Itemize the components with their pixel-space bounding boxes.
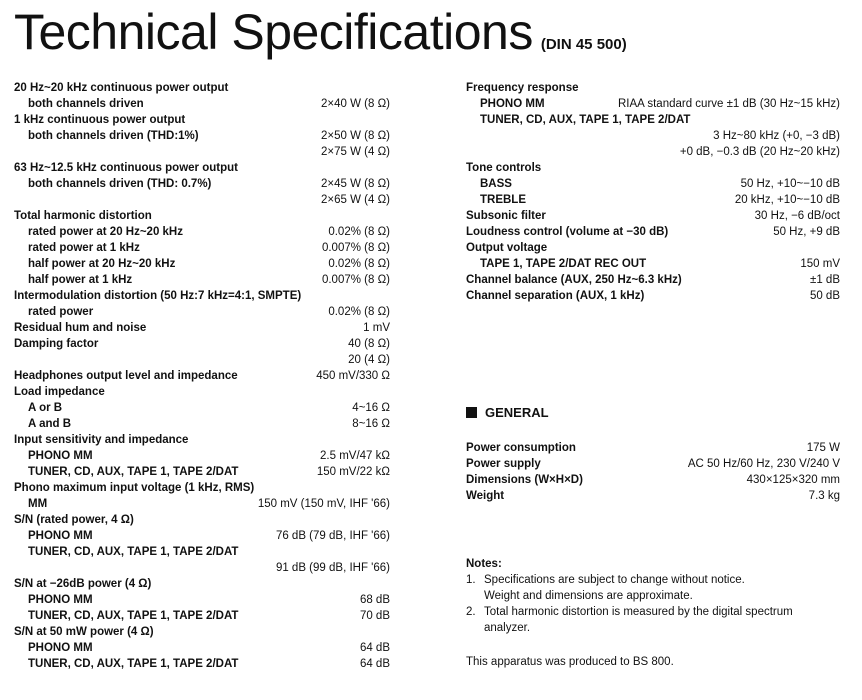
spec-row [466,240,840,256]
spec-value: 8~16 Ω [352,418,390,430]
spec-label: PHONO MM [480,98,545,110]
spec-row [14,320,390,336]
spec-row [466,440,840,456]
spec-row [14,544,390,560]
spec-value: 150 mV (150 mV, IHF '66) [257,498,390,510]
spec-row [14,608,390,624]
spec-label: Power consumption [466,442,576,454]
page-title [14,2,627,75]
spec-value: 64 dB [359,642,390,654]
note-text [484,604,793,636]
spec-label: TUNER, CD, AUX, TAPE 1, TAPE 2/DAT [28,610,239,622]
spec-row [14,432,390,448]
spec-label: Damping factor [14,338,99,350]
note-line: analyzer. [484,622,531,634]
spec-value: 0.007% (8 Ω) [321,242,390,254]
spec-label: Loudness control (volume at −30 dB) [466,226,669,238]
spec-row [14,656,390,672]
spec-row [466,96,840,112]
spec-label: Frequency response [466,82,579,94]
spec-value: 150 mV/22 kΩ [316,466,390,478]
spec-row [466,272,840,288]
title-text: Technical Specifications [14,4,533,60]
spec-row [14,144,390,160]
spec-value: 70 dB [359,610,390,622]
spec-label: rated power [28,306,94,318]
spec-label: TAPE 1, TAPE 2/DAT REC OUT [480,258,647,270]
note-item [466,572,846,604]
spec-label: A and B [28,418,72,430]
general-heading-text: GENERAL [485,405,549,420]
spec-row [14,480,390,496]
spec-value: 2×45 W (8 Ω) [321,178,390,190]
spec-row [466,208,840,224]
spec-label: Power supply [466,458,541,470]
spec-value: 68 dB [359,594,390,606]
spec-value: 30 Hz, −6 dB/oct [754,210,840,222]
spec-value: 175 W [806,442,840,454]
spec-row [14,576,390,592]
spec-label: half power at 1 kHz [28,274,133,286]
spec-row [14,496,390,512]
spec-label: A or B [28,402,63,414]
right-spec-column [466,80,840,304]
spec-value: 7.3 kg [808,490,840,502]
spec-row [466,80,840,96]
spec-label: Headphones output level and impedance [14,370,238,382]
spec-row [466,256,840,272]
spec-value: 3 Hz~80 kHz (+0, −3 dB) [713,130,840,142]
spec-value: 2×65 W (4 Ω) [321,194,390,206]
spec-label: S/N at −26dB power (4 Ω) [14,578,152,590]
note-line: Specifications are subject to change without notice. [484,574,745,586]
spec-value: AC 50 Hz/60 Hz, 230 V/240 V [687,458,840,470]
spec-label: both channels driven (THD:1%) [28,130,199,142]
spec-row [466,192,840,208]
spec-value: 64 dB [359,658,390,670]
spec-label: MM [28,498,48,510]
general-spec-column [466,440,840,504]
spec-row [466,176,840,192]
spec-value: 50 dB [809,290,840,302]
spec-label: Phono maximum input voltage (1 kHz, RMS) [14,482,255,494]
spec-row [466,456,840,472]
spec-value: 0.02% (8 Ω) [328,226,390,238]
spec-label: rated power at 20 Hz~20 kHz [28,226,183,238]
general-heading [466,405,549,420]
spec-row [14,464,390,480]
spec-row [14,384,390,400]
spec-label: PHONO MM [28,450,93,462]
spec-row [14,160,390,176]
spec-row [14,240,390,256]
spec-label: TUNER, CD, AUX, TAPE 1, TAPE 2/DAT [28,466,239,478]
spec-label: S/N (rated power, 4 Ω) [14,514,134,526]
spec-label: Dimensions (W×H×D) [466,474,583,486]
note-text [484,572,745,604]
spec-row [14,560,390,576]
spec-label: Channel separation (AUX, 1 kHz) [466,290,645,302]
spec-row [14,512,390,528]
spec-label: TUNER, CD, AUX, TAPE 1, TAPE 2/DAT [480,114,691,126]
spec-row [14,416,390,432]
standard-label: (DIN 45 500) [540,36,627,53]
square-bullet-icon [466,407,477,418]
spec-value: 50 Hz, +9 dB [773,226,840,238]
spec-label: BASS [480,178,512,190]
spec-value: ±1 dB [810,274,840,286]
spec-label: both channels driven (THD: 0.7%) [28,178,212,190]
notes-list [466,572,846,636]
spec-row [14,176,390,192]
note-item [466,604,846,636]
spec-value: 2.5 mV/47 kΩ [320,450,390,462]
spec-row [14,224,390,240]
spec-label: Output voltage [466,242,548,254]
spec-value: 150 mV [800,258,840,270]
note-number: 1. [466,574,476,586]
spec-value: 0.007% (8 Ω) [321,274,390,286]
spec-value: 76 dB (79 dB, IHF '66) [275,530,390,542]
spec-label: PHONO MM [28,594,93,606]
spec-value: 50 Hz, +10~−10 dB [740,178,840,190]
spec-value: 20 (4 Ω) [348,354,390,366]
spec-row [14,368,390,384]
spec-row [14,96,390,112]
spec-label: 63 Hz~12.5 kHz continuous power output [14,162,238,174]
spec-label: TUNER, CD, AUX, TAPE 1, TAPE 2/DAT [28,546,239,558]
spec-row [14,128,390,144]
spec-row [14,400,390,416]
spec-row [14,80,390,96]
spec-row [466,160,840,176]
note-line: Weight and dimensions are approximate. [484,590,693,602]
spec-row [466,488,840,504]
spec-row [14,528,390,544]
spec-label: Intermodulation distortion (50 Hz:7 kHz=4:1, SMPTE) [14,290,302,302]
spec-value: +0 dB, −0.3 dB (20 Hz~20 kHz) [679,146,840,158]
spec-label: Input sensitivity and impedance [14,434,189,446]
spec-value: 2×50 W (8 Ω) [321,130,390,142]
spec-row [14,624,390,640]
spec-row [466,224,840,240]
spec-label: both channels driven [28,98,144,110]
spec-row [14,592,390,608]
spec-label: TREBLE [480,194,526,206]
spec-row [466,144,840,160]
spec-label: rated power at 1 kHz [28,242,140,254]
spec-label: Load impedance [14,386,105,398]
notes-section [466,556,846,636]
spec-value: 40 (8 Ω) [348,338,390,350]
note-line: Total harmonic distortion is measured by the digital spectrum [484,606,793,618]
spec-row [466,112,840,128]
spec-row [14,272,390,288]
spec-label: PHONO MM [28,530,93,542]
spec-label: Total harmonic distortion [14,210,152,222]
left-spec-column [14,80,390,672]
spec-label: 20 Hz~20 kHz continuous power output [14,82,229,94]
note-number: 2. [466,606,476,618]
spec-label: half power at 20 Hz~20 kHz [28,258,176,270]
spec-row [14,336,390,352]
spec-label: Subsonic filter [466,210,546,222]
spec-row [466,288,840,304]
spec-label: S/N at 50 mW power (4 Ω) [14,626,154,638]
footer-note: This apparatus was produced to BS 800. [466,656,674,668]
spec-label: Residual hum and noise [14,322,147,334]
spec-row [14,112,390,128]
spec-label: Tone controls [466,162,542,174]
spec-label: PHONO MM [28,642,93,654]
spec-label: Channel balance (AUX, 250 Hz~6.3 kHz) [466,274,682,286]
spec-value: 0.02% (8 Ω) [328,258,390,270]
spec-value: 0.02% (8 Ω) [328,306,390,318]
spec-label: Weight [466,490,505,502]
spec-row [14,448,390,464]
spec-row [14,640,390,656]
spec-value: 2×40 W (8 Ω) [321,98,390,110]
spec-row [14,304,390,320]
spec-row [14,192,390,208]
spec-label: TUNER, CD, AUX, TAPE 1, TAPE 2/DAT [28,658,239,670]
spec-value: 4~16 Ω [352,402,390,414]
spec-row [14,352,390,368]
spec-value: RIAA standard curve ±1 dB (30 Hz~15 kHz) [617,98,840,110]
spec-row [14,256,390,272]
spec-row [14,288,390,304]
spec-value: 91 dB (99 dB, IHF '66) [275,562,390,574]
spec-row [14,208,390,224]
spec-row [466,128,840,144]
spec-row [466,472,840,488]
notes-heading: Notes: [466,558,502,570]
spec-value: 20 kHz, +10~−10 dB [734,194,840,206]
spec-value: 2×75 W (4 Ω) [321,146,390,158]
spec-value: 450 mV/330 Ω [316,370,390,382]
spec-value: 430×125×320 mm [746,474,840,486]
spec-value: 1 mV [363,322,390,334]
spec-label: 1 kHz continuous power output [14,114,186,126]
